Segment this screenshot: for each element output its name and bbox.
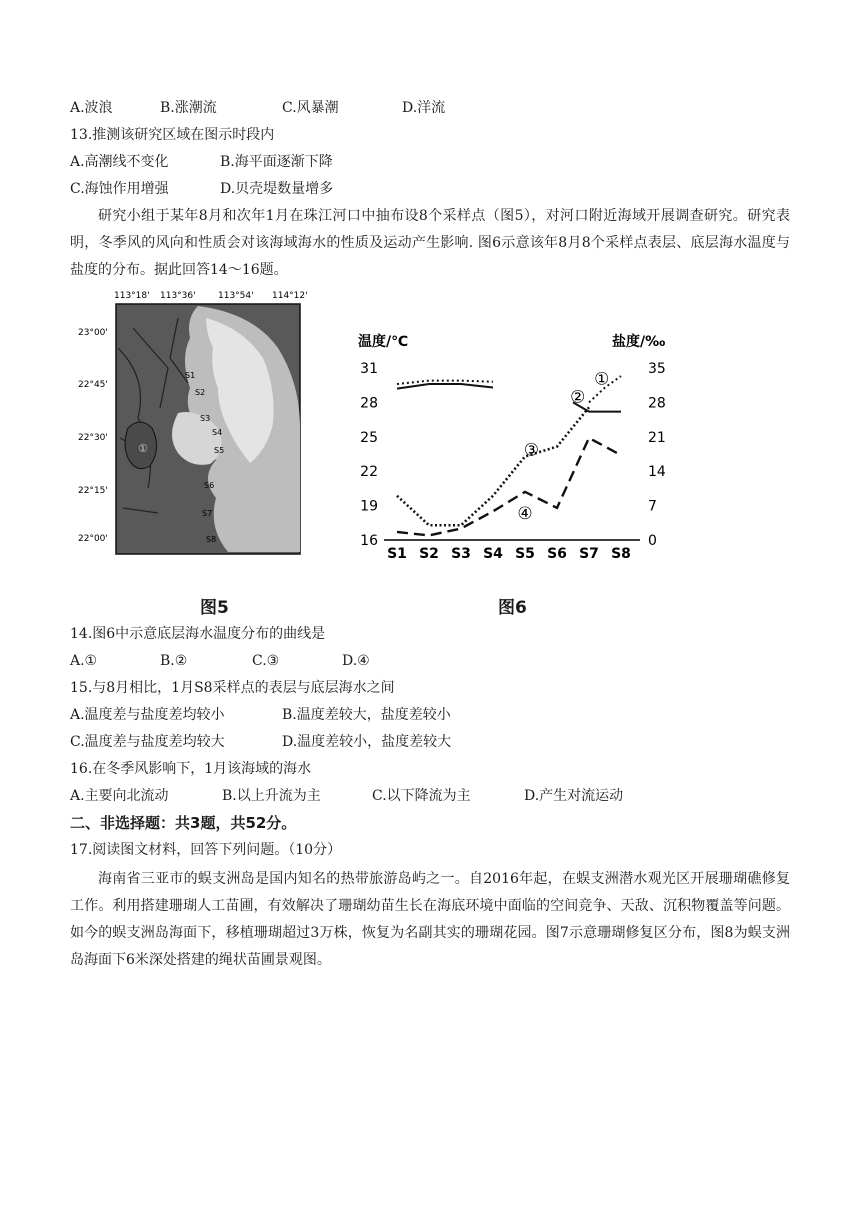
q12-option-b: B.涨潮流 — [160, 100, 217, 116]
y-tick-label: 31 — [360, 361, 378, 377]
q16-stem: 16.在冬季风影响下，1月该海域的海水 — [70, 761, 312, 777]
y-tick-label: 25 — [360, 429, 378, 446]
x-tick-label: S7 — [579, 546, 599, 562]
x-tick-label: S2 — [419, 546, 439, 562]
x-tick-label: S5 — [515, 546, 535, 562]
x-tick-label: S1 — [387, 546, 407, 562]
q15-stem: 15.与8月相比，1月S8采样点的表层与底层海水之间 — [70, 680, 395, 696]
y-tick-label: 28 — [360, 395, 378, 412]
q14-option-b: B.② — [160, 653, 188, 669]
x-tick-label: S8 — [611, 546, 631, 562]
fig5-lon-label-2: 113°54' — [218, 291, 254, 301]
fig6-caption: 图6 — [498, 598, 527, 618]
fig5-lat-label-0: 23°00' — [78, 328, 108, 338]
q14-option-c: C.③ — [252, 653, 280, 669]
fig5-lon-label-1: 113°36' — [160, 291, 196, 301]
series-line-5 — [397, 407, 589, 525]
q14-stem: 14.图6中示意底层海水温度分布的曲线是 — [70, 626, 326, 642]
q14-option-d: D.④ — [342, 653, 370, 669]
intro-paragraph: 研究小组于某年8月和次年1月在珠江河口中抽布设8个采样点（图5），对河口附近海域开展调查研究。研究表明，冬季风的风向和性质会对该海域海水的性质及运动产生影响. 图6示意该年8月8个采样点表层、底层海水温度与盐度的分布。据此回答14～16题。 — [70, 208, 790, 278]
fig5-caption: 图5 — [200, 598, 229, 618]
fig5-station-s2: S2 — [195, 388, 206, 397]
q13-option-b: B.海平面逐渐下降 — [220, 154, 333, 170]
y2-tick-label: 35 — [648, 361, 666, 377]
y2-tick-label: 14 — [648, 464, 666, 481]
series-marker-4: ④ — [517, 504, 533, 525]
q12-option-c: C.风暴潮 — [282, 100, 339, 116]
fig6-chart — [350, 328, 680, 568]
y2-tick-label: 0 — [648, 533, 657, 549]
fig5-lat-label-1: 22°45' — [78, 380, 108, 390]
series-marker-1: ① — [594, 369, 610, 390]
series-line-6 — [397, 438, 621, 535]
q15-option-b: B.温度差较大，盐度差较小 — [282, 707, 451, 723]
series-line-3 — [397, 384, 493, 389]
q16-option-d: D.产生对流运动 — [524, 788, 624, 804]
q15-option-a: A.温度差与盐度差均较小 — [70, 707, 225, 723]
q16-option-b: B.以上升流为主 — [222, 788, 321, 804]
q15-option-c: C.温度差与盐度差均较大 — [70, 734, 225, 750]
q16-option-c: C.以下降流为主 — [372, 788, 471, 804]
q17-stem: 17.阅读图文材料，回答下列问题。（10分） — [70, 842, 342, 858]
fig5-lat-label-4: 22°00' — [78, 534, 108, 544]
fig5-station-s3: S3 — [200, 414, 211, 423]
y-tick-label: 22 — [360, 464, 378, 481]
y2-tick-label: 28 — [648, 395, 666, 412]
series-marker-2: ② — [570, 387, 586, 408]
fig5-station-s5: S5 — [214, 446, 225, 455]
q12-option-d: D.洋流 — [402, 100, 446, 116]
fig5-station-s4: S4 — [212, 428, 223, 437]
section2-heading: 二、非选择题：共3题，共52分。 — [70, 814, 297, 832]
q13-option-a: A.高潮线不变化 — [70, 154, 169, 170]
q15-option-d: D.温度差较小，盐度差较大 — [282, 734, 452, 750]
series-marker-3: ③ — [523, 440, 540, 461]
q13-stem: 13.推测该研究区域在图示时段内 — [70, 127, 275, 143]
fig5-station-s1: S1 — [185, 371, 196, 380]
y-tick-label: 16 — [360, 533, 378, 549]
q16-option-a: A.主要向北流动 — [70, 788, 169, 804]
y2-tick-label: 21 — [648, 429, 666, 446]
fig6-right-axis-title: 盐度/‰ — [612, 334, 666, 350]
fig5-station-s7: S7 — [202, 509, 213, 518]
fig6-left-axis-title: 温度/℃ — [358, 334, 409, 350]
x-tick-label: S3 — [451, 546, 471, 562]
fig5-lon-label-0: 113°18' — [114, 291, 150, 301]
q14-option-a: A.① — [70, 653, 98, 669]
x-tick-label: S6 — [547, 546, 567, 562]
fig5-lon-label-3: 114°12' — [272, 291, 308, 301]
svg-text:①: ① — [138, 442, 148, 455]
fig5-station-s6: S6 — [204, 481, 215, 490]
fig5-map — [78, 288, 308, 558]
q17-paragraph: 海南省三亚市的蜈支洲岛是国内知名的热带旅游岛屿之一。自2016年起，在蜈支洲潜水观光区开展珊瑚礁修复工作。利用搭建珊瑚人工苗圃，有效解决了珊瑚幼苗生长在海底环境中面临的空间竞争、天敌、沉积物覆盖等问题。如今的蜈支洲岛海面下，移植珊瑚超过3万株，恢复为名副其实的珊瑚花园。图7示意珊瑚修复区分布，图8为蜈支洲岛海面下6米深处搭建的绳状苗圃景观图。 — [70, 871, 790, 968]
q13-option-d: D.贝壳堤数量增多 — [220, 181, 334, 197]
y2-tick-label: 7 — [648, 498, 657, 515]
fig5-lat-label-2: 22°30' — [78, 433, 108, 443]
fig5-lat-label-3: 22°15' — [78, 486, 108, 496]
y-tick-label: 19 — [360, 498, 378, 515]
q13-option-c: C.海蚀作用增强 — [70, 181, 169, 197]
fig5-station-s8: S8 — [206, 535, 217, 544]
x-tick-label: S4 — [483, 546, 503, 562]
q12-option-a: A.波浪 — [70, 100, 113, 116]
